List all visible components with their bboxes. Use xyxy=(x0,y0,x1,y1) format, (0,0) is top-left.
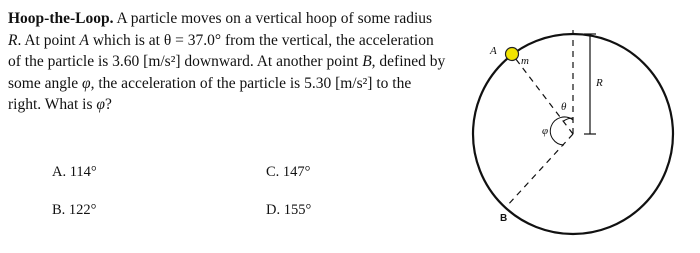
text-seg: ? xyxy=(104,96,112,113)
acceleration-a: 3.60 [m/s²] xyxy=(112,53,181,70)
label-phi: φ xyxy=(542,125,549,137)
text-seg: A particle moves on a vertical hoop of some radius xyxy=(116,10,433,27)
choice-d[interactable]: D. 155° xyxy=(266,202,312,218)
label-A: A xyxy=(490,45,497,57)
hoop-diagram xyxy=(468,0,700,253)
text-seg: , defined by some angle xyxy=(8,53,446,92)
phi-arc xyxy=(550,117,573,145)
problem-title: Hoop-the-Loop. xyxy=(8,10,114,27)
var-phi: φ xyxy=(82,74,91,92)
choice-b[interactable]: B. 122° xyxy=(52,202,97,218)
answer-choices xyxy=(0,160,440,240)
var-phi: φ xyxy=(96,96,105,113)
label-m: m xyxy=(521,55,529,67)
var-R: R xyxy=(8,31,18,49)
text-seg: . At point xyxy=(17,31,80,49)
label-R: R xyxy=(596,77,603,89)
acceleration-b: 5.30 [m/s²] xyxy=(304,74,373,92)
text-seg: which is at xyxy=(88,31,164,49)
choice-a[interactable]: A. 114° xyxy=(52,164,97,180)
label-theta: θ xyxy=(561,101,567,113)
choice-c[interactable]: C. 147° xyxy=(266,164,311,180)
text-seg: to the right. What is xyxy=(8,74,412,113)
text-seg: , the acceleration of the particle is xyxy=(90,74,305,92)
particle-m xyxy=(506,48,519,61)
label-B: B xyxy=(500,213,508,224)
var-B: B xyxy=(362,53,372,70)
var-A: A xyxy=(79,31,89,49)
theta-expression: θ = 37.0° xyxy=(163,31,222,49)
text-seg: from the vertical, the acceleration of the particle is xyxy=(8,31,434,70)
problem-text xyxy=(8,8,448,116)
text-seg: downward. At another point xyxy=(180,53,363,70)
